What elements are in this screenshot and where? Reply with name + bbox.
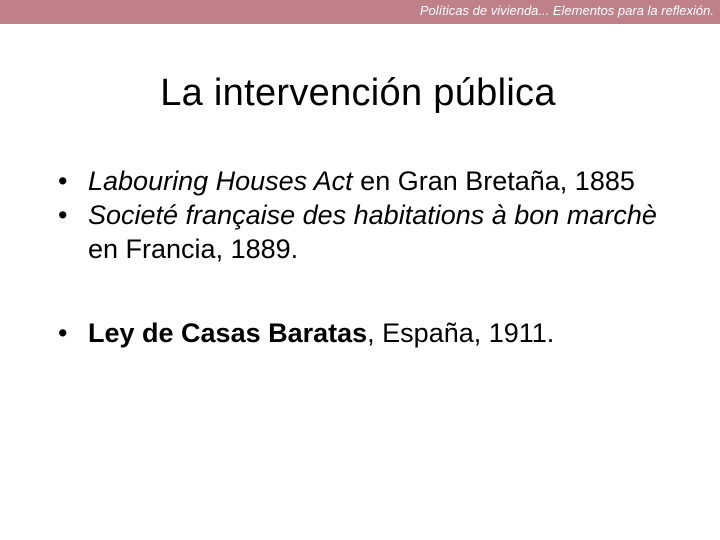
- slide-title: La intervención pública: [160, 72, 556, 114]
- bullet-marker: •: [58, 318, 68, 348]
- bullet-emphasis: Societé française des habitations à bon marchè: [88, 200, 657, 230]
- bullet-text: en Gran Bretaña, 1885: [352, 166, 635, 196]
- header-text: Políticas de vivienda... Elementos para la reflexión.: [419, 3, 714, 18]
- bullet-emphasis: Ley de Casas Baratas: [88, 318, 368, 348]
- bullet-item-ley-casas-baratas: [58, 316, 678, 350]
- bullet-item-societe-francaise: [58, 198, 678, 266]
- bullet-marker: •: [58, 166, 68, 196]
- bullet-item-labouring-houses-act: [58, 164, 678, 198]
- bullet-marker: •: [58, 200, 68, 230]
- bullet-text: en Francia, 1889.: [88, 234, 299, 264]
- bullet-emphasis: Labouring Houses Act: [88, 166, 353, 196]
- header-bar: [0, 0, 720, 24]
- bullet-text: , España, 1911.: [367, 318, 555, 348]
- bullet-list: [58, 164, 678, 350]
